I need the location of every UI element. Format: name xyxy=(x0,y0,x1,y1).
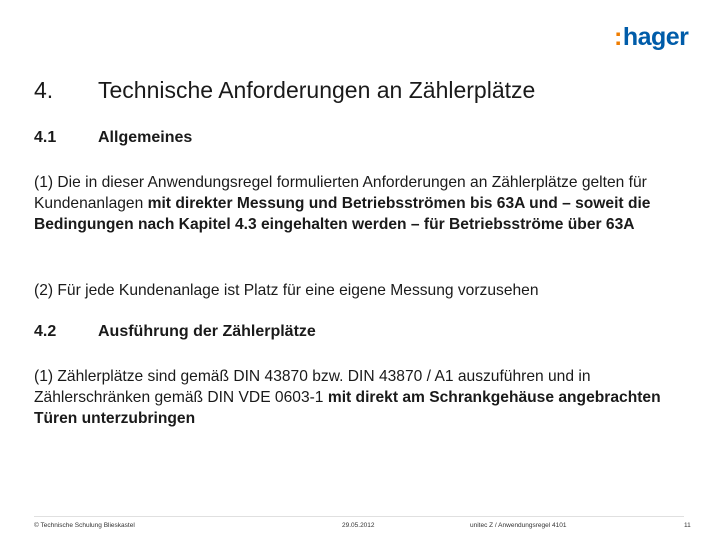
paragraph-1-bold: mit direkter Messung und Betriebsströmen bis 63A und – soweit die Bedingungen nach Kapitel 4.3 eingehalten werden – für Betriebsströme über 63A xyxy=(34,195,651,233)
subsection-heading-1 xyxy=(34,128,192,148)
paragraph-3-text: (1) Zählerplätze sind gemäß DIN 43870 bzw. DIN 43870 / A1 auszuführen und in Zählerschränken gemäß DIN VDE 0603-1 xyxy=(34,368,591,406)
section-title: Technische Anforderungen an Zählerplätze xyxy=(98,77,536,103)
paragraph-3 xyxy=(34,366,694,429)
hager-logo xyxy=(614,22,688,52)
footer-date: 29.05.2012 xyxy=(342,522,375,529)
paragraph-1 xyxy=(34,172,694,235)
paragraph-2: (2) Für jede Kundenanlage ist Platz für eine eigene Messung vorzusehen xyxy=(34,282,539,299)
subsection-heading-2 xyxy=(34,322,316,342)
footer-copyright: © Technische Schulung Blieskastel xyxy=(34,522,135,529)
paragraph-1-text: (1) Die in dieser Anwendungsregel formulierten Anforderungen an Zählerplätze gelten für Kundenanlagen xyxy=(34,174,647,212)
subsection-number-1: 4.1 xyxy=(34,129,57,146)
footer-page-number: 11 xyxy=(684,522,691,529)
subsection-title-2: Ausführung der Zählerplätze xyxy=(98,323,316,340)
footer-reference: unitec Z / Anwendungsregel 4101 xyxy=(470,522,567,529)
subsection-number-2: 4.2 xyxy=(34,323,57,340)
section-number: 4. xyxy=(34,77,54,103)
footer xyxy=(0,522,720,534)
section-heading xyxy=(34,76,535,104)
subsection-title-1: Allgemeines xyxy=(98,129,193,146)
logo-word: hager xyxy=(622,23,689,51)
logo-dots: : xyxy=(614,23,622,51)
footer-divider xyxy=(34,516,684,517)
paragraph-3-bold: mit direkt am Schrankgehäuse angebrachten Türen unterzubringen xyxy=(34,389,661,427)
